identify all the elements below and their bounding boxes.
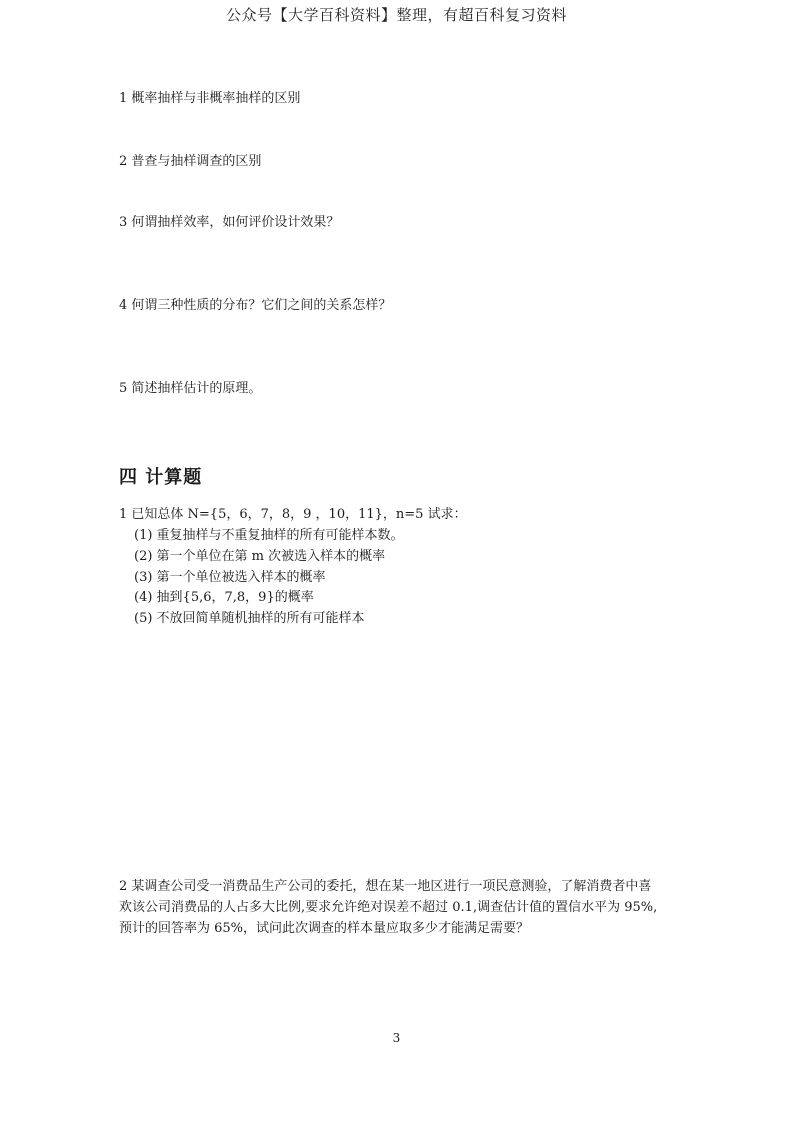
problem-1-part-5: (5) 不放回简单随机抽样的所有可能样本 <box>134 611 365 626</box>
problem-1-part-3: (3) 第一个单位被选入样本的概率 <box>134 570 326 585</box>
problem-2-line-2: 欢该公司消费品的人占多大比例,要求允许绝对误差不超过 0.1,调查估计值的置信水平为 95%, <box>119 900 658 915</box>
question-4: 4 何谓三种性质的分布？它们之间的关系怎样？ <box>119 298 392 313</box>
page-number: 3 <box>392 1031 401 1045</box>
problem-2-line-1: 2 某调查公司受一消费品生产公司的委托，想在某一地区进行一项民意测验，了解消费者中喜 <box>119 879 652 894</box>
question-3: 3 何谓抽样效率，如何评价设计效果？ <box>119 215 340 230</box>
problem-1-part-1: (1) 重复抽样与不重复抽样的所有可能样本数。 <box>134 528 404 543</box>
question-1: 1 概率抽样与非概率抽样的区别 <box>119 91 301 106</box>
problem-2 <box>119 876 709 939</box>
question-5: 5 简述抽样估计的原理。 <box>119 381 262 396</box>
problem-1-stem: 1 已知总体 N={5，6，7，8，9 ，10，11}，n=5 试求： <box>119 507 467 522</box>
section-title: 四 计算题 <box>119 467 203 488</box>
page-header: 公众号【大学百科资料】整理，有超百科复习资料 <box>225 6 567 24</box>
problem-1-part-4: (4) 抽到{5,6，7,8，9}的概率 <box>134 590 314 605</box>
problem-2-line-3: 预计的回答率为 65%，试问此次调查的样本量应取多少才能满足需要？ <box>119 921 530 936</box>
problem-1-part-2: (2) 第一个单位在第 m 次被选入样本的概率 <box>134 549 386 564</box>
question-2: 2 普查与抽样调查的区别 <box>119 154 262 169</box>
